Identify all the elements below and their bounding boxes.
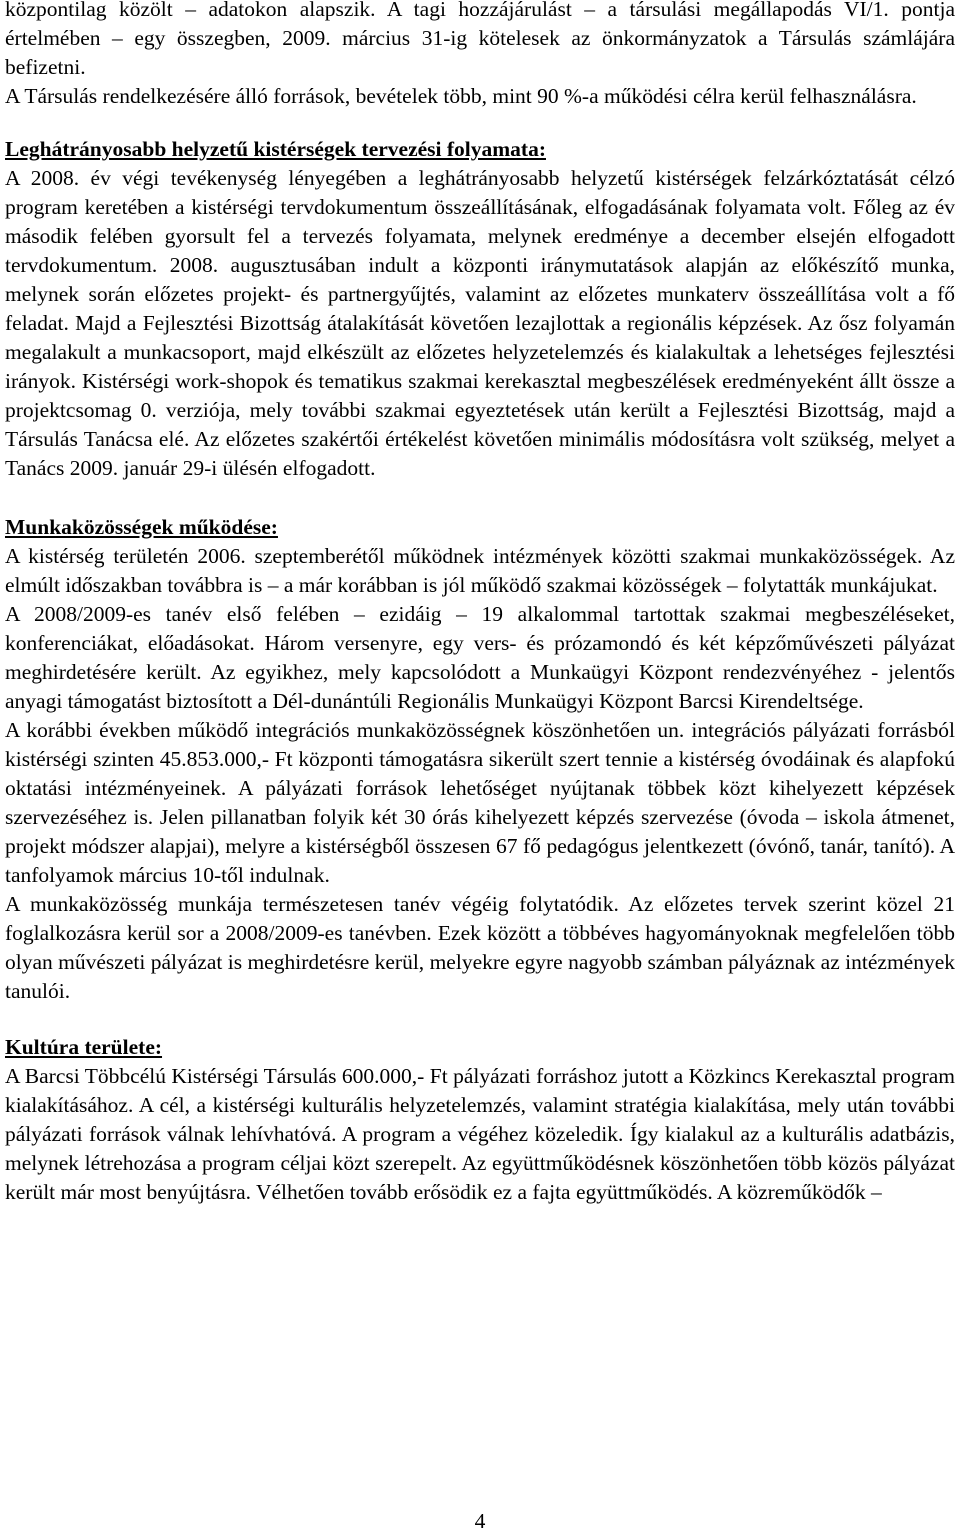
document-page xyxy=(5,0,955,1537)
intro-paragraph-2: A Társulás rendelkezésére álló források, bevételek több, mint 90 %-a működési célra kerül felhasználásra. xyxy=(5,84,917,108)
section-heading-lhh: Leghátrányosabb helyzetű kistérségek tervezési folyamata: xyxy=(5,137,546,161)
munka-paragraph-4: A munkaközösség munkája természetesen tanév végéig folytatódik. Az előzetes tervek szerint közel 21 foglalkozásra kerül sor a 2008/2009-es tanévben. Ezek között a többéves hagyományoknak megfelelően több olyan művészeti pályázat is meghirdetésre kerül, melyekre egyre nagyobb számban pályáznak az intézmények tanulói. xyxy=(5,892,955,1003)
spacer xyxy=(5,111,955,135)
intro-paragraph-1: központilag közölt – adatokon alapszik. A tagi hozzájárulást – a társulási megállapodás VI/1. pontja értelmében – egy összegben, 2009. március 31-ig kötelesek az önkormányzatok a Társulás számlájára befizetni. xyxy=(5,0,955,79)
spacer xyxy=(5,483,955,513)
lhh-paragraph: A 2008. év végi tevékenység lényegében a leghátrányosabb helyzetű kistérségek felzárkóztatását célzó program keretében a kistérségi tervdokumentum összeállításának, elfogadásának folyamata volt. Főleg az év második felében gyorsult fel a tervezés folyamata, melynek eredménye a december elsején elfogadott tervdokumentum. 2008. augusztusában indult a központi iránymutatások alapján az előkészítő munka, melynek során előzetes projekt- és partnergyűjtés, valamint az előzetes munkaterv összeállítása volt a fő feladat. Majd a Fejlesztési Bizottság átalakítását követően lezajlottak a regionális képzések. Az ősz folyamán megalakult a munkacsoport, majd elkészült az előzetes helyzetelemzés és kialakultak a lehetséges fejlesztési irányok. Kistérségi work-shopok és tematikus szakmai kerekasztal megbeszélések eredményeként állt össze a projektcsomag 0. verziója, mely további szakmai egyeztetések után került a Fejlesztési Bizottság, majd a Társulás Tanácsa elé. Az előzetes szakértői értékelést követően minimális módosításra volt szükség, melyet a Tanács 2009. január 29-i ülésén elfogadott. xyxy=(5,166,955,480)
page-number: 4 xyxy=(474,1509,486,1533)
munka-paragraph-1: A kistérség területén 2006. szeptemberétől működnek intézmények közötti szakmai munkaközösségek. Az elmúlt időszakban továbbra is – a már korábban is jól működő szakmai közösségek – folytatták munkájukat. xyxy=(5,544,955,597)
munka-paragraph-2: A 2008/2009-es tanév első felében – ezidáig – 19 alkalommal tartottak szakmai megbeszéléseket, konferenciákat, előadásokat. Három versenyre, egy vers- és prózamondó és két képzőművészeti pályázat meghirdetésére került. Az egyikhez, mely kapcsolódott a Munkaügyi Központ rendezvényéhez - jelentős anyagi támogatást biztosított a Dél-dunántúli Regionális Munkaügyi Központ Barcsi Kirendeltsége. xyxy=(5,602,955,713)
munka-paragraph-3: A korábbi években működő integrációs munkaközösségnek köszönhetően un. integrációs pályázati forrásból kistérségi szinten 45.853.000,- Ft központi támogatásra sikerült szert tennie a kistérség óvodáinak és alapfokú oktatási intézményeinek. A pályázati források lehetőséget nyújtanak többek közt kihelyezett képzések szervezéséhez is. Jelen pillanatban folyik két 30 órás kihelyezett képzés szervezése (óvoda – iskola átmenet, projekt módszer alapjai), melyre a kistérségből összesen 67 fő pedagógus jelentkezett (óvónő, tanár, tanító). A tanfolyamok március 10-től indulnak. xyxy=(5,718,955,887)
section-heading-munkakozossegek: Munkaközösségek működése: xyxy=(5,515,278,539)
spacer xyxy=(5,1006,955,1033)
kultura-paragraph: A Barcsi Többcélú Kistérségi Társulás 600.000,- Ft pályázati forráshoz jutott a Közkincs Kerekasztal program kialakításához. A cél, a kistérségi kulturális helyzetelemzés, valamint stratégia kialakítása, mely után további pályázati források válnak lehívhatóvá. A program a végéhez közeledik. Így kialakul az a kulturális adatbázis, melynek létrehozása a program céljai közt szerepelt. Az együttműködésnek köszönhetően több közös pályázat került már most benyújtásra. Vélhetően tovább erősödik ez a fajta együttműködés. A közreműködők – xyxy=(5,1064,955,1204)
section-heading-kultura: Kultúra területe: xyxy=(5,1035,163,1059)
